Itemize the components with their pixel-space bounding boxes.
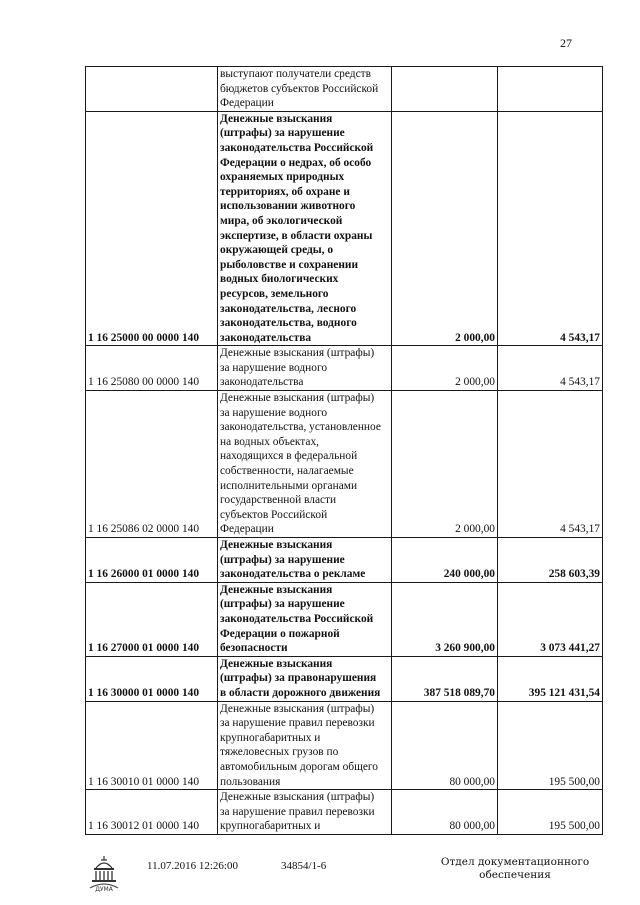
table-row	[86, 701, 603, 790]
row-name	[218, 582, 392, 656]
row-value-actual: 4 543,17	[498, 391, 603, 538]
row-name	[218, 391, 392, 538]
row-name-line: собственности, налагаемые	[220, 465, 354, 478]
row-name-line: законодательства, лесного	[220, 302, 357, 315]
row-name-line: автомобильным дорогам общего	[220, 760, 378, 773]
row-value-plan: 2 000,00	[392, 111, 498, 346]
row-value-plan: 2 000,00	[392, 391, 498, 538]
footer-doc-number: 34854/1-6	[281, 860, 327, 872]
row-name-line: мира, об экологической	[220, 214, 343, 227]
row-name-line: Денежные взыскания (штрафы)	[220, 347, 375, 360]
row-name	[218, 790, 392, 835]
row-name-line: пользования	[220, 775, 281, 788]
row-name-line: Денежные взыскания (штрафы)	[220, 702, 375, 715]
row-name-line: рыболовстве и сохранении	[220, 258, 359, 271]
row-name	[218, 111, 392, 346]
row-name-line: законодательства о рекламе	[220, 568, 366, 581]
row-name-line: находящихся в федеральной	[220, 450, 358, 463]
row-name-line: за нарушение правил перевозки	[220, 717, 375, 730]
row-name-line: Денежные взыскания (штрафы)	[220, 791, 375, 804]
row-name-line: ресурсов, земельного	[220, 287, 329, 300]
row-value-actual: 395 121 431,54	[498, 656, 603, 701]
department-stamp-line1: Отдел документационного	[440, 856, 590, 868]
row-name-line: Денежные взыскания	[220, 657, 333, 670]
row-name-line: за нарушение водного	[220, 361, 328, 374]
row-name-line: за нарушение правил перевозки	[220, 805, 375, 818]
row-name-line: на водных объектах,	[220, 435, 320, 448]
row-name-line: законодательства Российской	[220, 612, 374, 625]
row-name-line: Федерации	[220, 523, 274, 536]
row-name-line: выступают получатели средств	[220, 68, 371, 80]
row-value-actual: 195 500,00	[498, 701, 603, 790]
row-code: 1 16 30000 01 0000 140	[86, 656, 218, 701]
table-row	[86, 111, 603, 346]
row-name-line: Федерации о недрах, об особо	[220, 156, 372, 169]
row-value-plan: 80 000,00	[392, 701, 498, 790]
row-name	[218, 538, 392, 583]
row-value-actual: 4 543,17	[498, 111, 603, 346]
department-stamp-line2: обеспечения	[479, 869, 551, 881]
row-name-line: безопасности	[220, 642, 288, 655]
row-name-line: Федерации	[220, 97, 274, 110]
row-value-plan: 2 000,00	[392, 346, 498, 391]
row-code	[86, 67, 218, 112]
department-stamp	[425, 856, 605, 882]
row-name-line: крупногабаритных и	[220, 731, 321, 744]
row-value-plan: 387 518 089,70	[392, 656, 498, 701]
row-name-line: тяжеловесных грузов по	[220, 746, 339, 759]
row-code: 1 16 25086 02 0000 140	[86, 391, 218, 538]
row-name-line: (штрафы) за нарушение	[220, 553, 345, 566]
table-row	[86, 656, 603, 701]
footer	[85, 854, 605, 894]
row-name-line: экспертизе, в области охраны	[220, 229, 373, 242]
row-code: 1 16 25080 00 0000 140	[86, 346, 218, 391]
page-number: 27	[560, 36, 572, 50]
row-name-line: территориях, об охране и	[220, 185, 350, 198]
row-value-actual: 3 073 441,27	[498, 582, 603, 656]
row-name-line: (штрафы) за правонарушения	[220, 672, 377, 685]
row-name	[218, 346, 392, 391]
row-code: 1 16 26000 01 0000 140	[86, 538, 218, 583]
row-name-line: (штрафы) за нарушение	[220, 598, 345, 611]
row-code: 1 16 25000 00 0000 140	[86, 111, 218, 346]
row-name-line: за нарушение водного	[220, 406, 328, 419]
logo-text: ДУМА	[95, 886, 113, 892]
row-name-line: использовании животного	[220, 200, 356, 213]
table-row	[86, 67, 603, 112]
row-value-actual: 258 603,39	[498, 538, 603, 583]
row-value-actual: 195 500,00	[498, 790, 603, 835]
row-name-line: Денежные взыскания	[220, 539, 333, 551]
row-value-plan	[392, 67, 498, 112]
row-value-actual: 4 543,17	[498, 346, 603, 391]
row-name-line: исполнительными органами	[220, 479, 358, 492]
row-name-line: (штрафы) за нарушение	[220, 127, 345, 140]
row-name-line: законодательства, водного	[220, 317, 357, 330]
row-name-line: окружающей среды, о	[220, 244, 334, 257]
row-name-line: Денежные взыскания (штрафы)	[220, 392, 375, 405]
row-name-line: законодательства	[220, 376, 304, 389]
table-row	[86, 538, 603, 583]
row-name	[218, 701, 392, 790]
row-name-line: охраняемых природных	[220, 171, 345, 184]
row-name-line: водных биологических	[220, 273, 339, 286]
row-value-plan: 80 000,00	[392, 790, 498, 835]
row-value-plan: 3 260 900,00	[392, 582, 498, 656]
row-name-line: Федерации о пожарной	[220, 627, 340, 640]
table-row	[86, 582, 603, 656]
row-name-line: законодательства, установленное	[220, 421, 381, 434]
row-name-line: законодательства	[220, 331, 312, 344]
row-code: 1 16 30010 01 0000 140	[86, 701, 218, 790]
duma-building-icon	[87, 854, 121, 892]
row-name-line: Денежные взыскания	[220, 112, 333, 125]
row-value-actual	[498, 67, 603, 112]
row-value-plan: 240 000,00	[392, 538, 498, 583]
row-name	[218, 67, 392, 112]
budget-table-body	[86, 67, 603, 835]
row-name-line: законодательства Российской	[220, 141, 374, 154]
row-name	[218, 656, 392, 701]
budget-table	[85, 66, 603, 835]
row-name-line: Денежные взыскания	[220, 583, 333, 596]
row-code: 1 16 30012 01 0000 140	[86, 790, 218, 835]
row-name-line: субъектов Российской	[220, 508, 328, 521]
table-row	[86, 391, 603, 538]
table-row	[86, 346, 603, 391]
table-row	[86, 790, 603, 835]
footer-datetime: 11.07.2016 12:26:00	[147, 860, 238, 872]
row-name-line: бюджетов субъектов Российской	[220, 82, 379, 95]
row-name-line: государственной власти	[220, 494, 337, 507]
row-name-line: крупногабаритных и	[220, 820, 321, 833]
row-code: 1 16 27000 01 0000 140	[86, 582, 218, 656]
row-name-line: в области дорожного движения	[220, 686, 381, 699]
